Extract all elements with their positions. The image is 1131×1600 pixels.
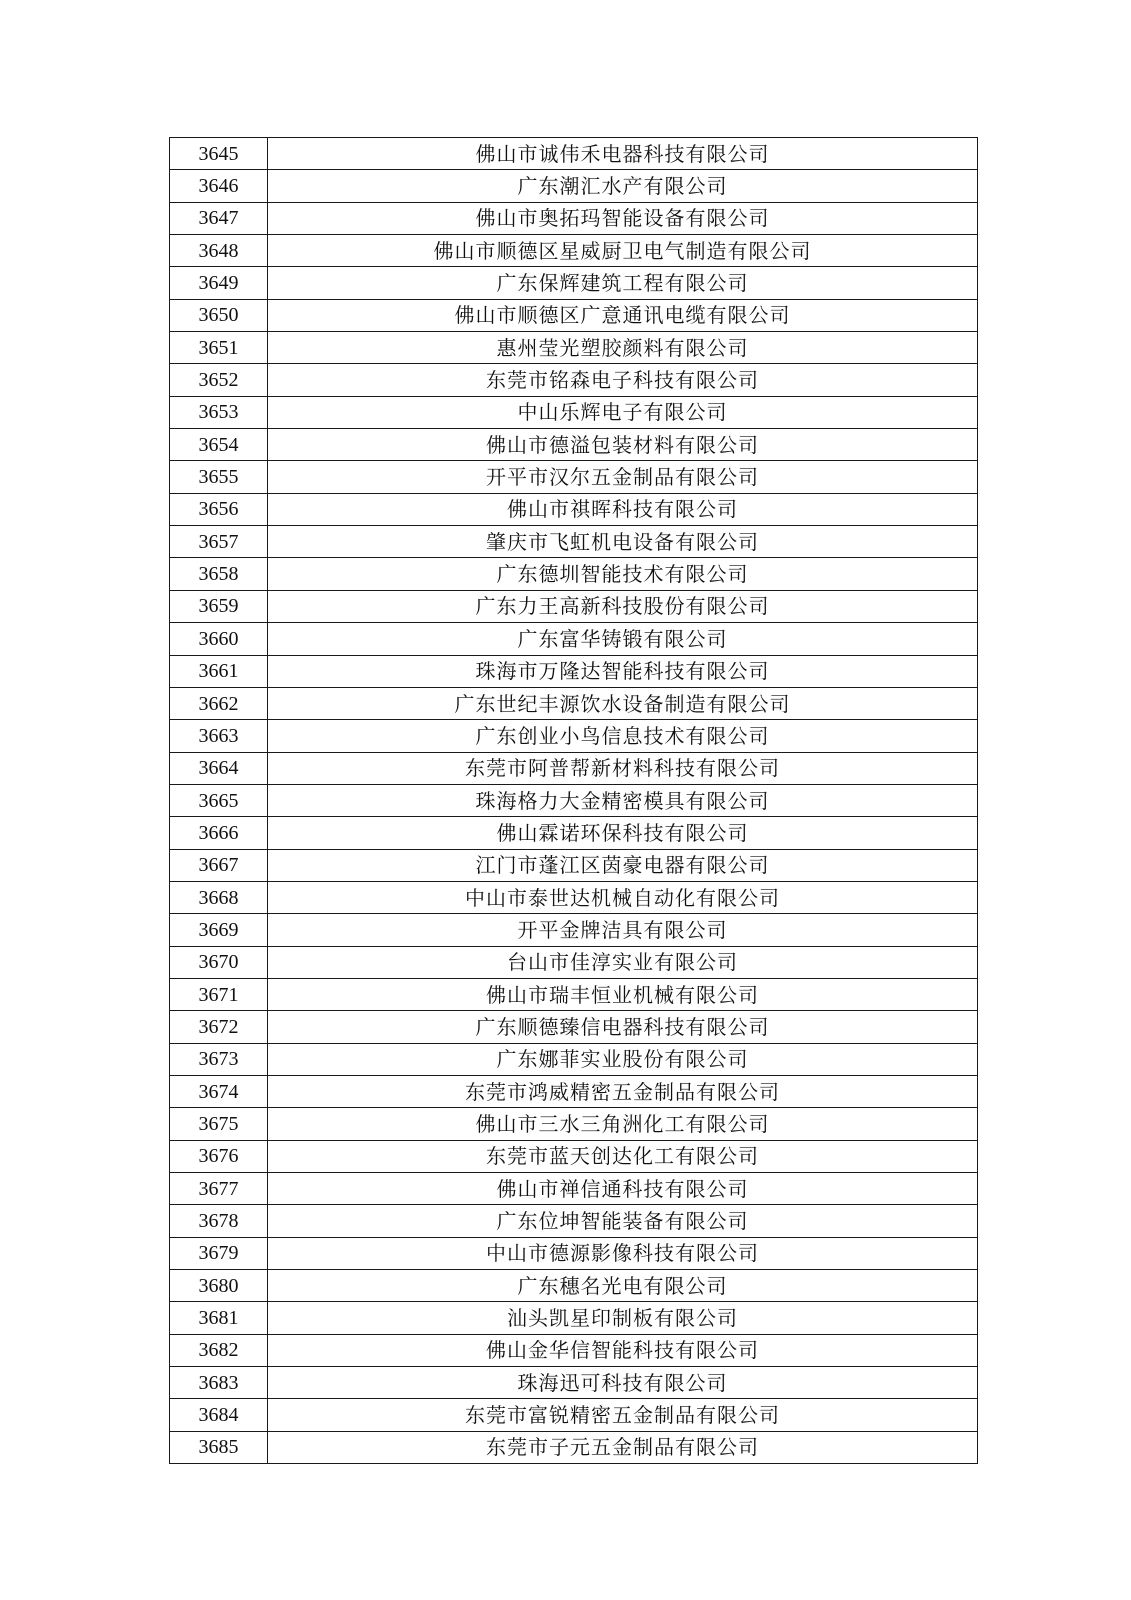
table-row [170,1140,978,1172]
table-row [170,817,978,849]
company-name-cell: 汕头凯星印制板有限公司 [268,1302,978,1334]
row-number-cell: 3658 [170,558,268,590]
company-name-cell: 佛山市瑞丰恒业机械有限公司 [268,978,978,1010]
row-number-cell: 3649 [170,267,268,299]
row-number-cell: 3671 [170,978,268,1010]
row-number-cell: 3683 [170,1367,268,1399]
row-number-cell: 3645 [170,138,268,170]
table-row [170,1075,978,1107]
row-number-cell: 3668 [170,881,268,913]
row-number-cell: 3655 [170,461,268,493]
table-row [170,202,978,234]
company-name-cell: 珠海格力大金精密模具有限公司 [268,784,978,816]
table-row [170,1270,978,1302]
table-row [170,364,978,396]
table-row [170,396,978,428]
table-row [170,590,978,622]
row-number-cell: 3666 [170,817,268,849]
company-name-cell: 佛山市诚伟禾电器科技有限公司 [268,138,978,170]
table-row [170,332,978,364]
table-row [170,1367,978,1399]
company-name-cell: 广东力王高新科技股份有限公司 [268,590,978,622]
table-row [170,1302,978,1334]
company-name-cell: 东莞市富锐精密五金制品有限公司 [268,1399,978,1431]
table-row [170,655,978,687]
company-name-cell: 中山市泰世达机械自动化有限公司 [268,881,978,913]
company-name-cell: 广东穗名光电有限公司 [268,1270,978,1302]
table-row [170,1399,978,1431]
table-row [170,784,978,816]
company-name-cell: 肇庆市飞虹机电设备有限公司 [268,526,978,558]
row-number-cell: 3669 [170,914,268,946]
company-name-cell: 佛山市奥拓玛智能设备有限公司 [268,202,978,234]
row-number-cell: 3664 [170,752,268,784]
row-number-cell: 3673 [170,1043,268,1075]
company-name-cell: 广东世纪丰源饮水设备制造有限公司 [268,687,978,719]
table-row [170,978,978,1010]
company-name-cell: 东莞市铭森电子科技有限公司 [268,364,978,396]
table-row [170,720,978,752]
company-name-cell: 广东保辉建筑工程有限公司 [268,267,978,299]
table-row [170,914,978,946]
table-row [170,687,978,719]
row-number-cell: 3657 [170,526,268,558]
company-name-cell: 佛山霖诺环保科技有限公司 [268,817,978,849]
row-number-cell: 3670 [170,946,268,978]
table-body [170,138,978,1464]
row-number-cell: 3672 [170,1011,268,1043]
row-number-cell: 3681 [170,1302,268,1334]
company-name-cell: 佛山市三水三角洲化工有限公司 [268,1108,978,1140]
row-number-cell: 3652 [170,364,268,396]
row-number-cell: 3659 [170,590,268,622]
company-name-cell: 惠州莹光塑胶颜料有限公司 [268,332,978,364]
company-name-cell: 珠海市万隆达智能科技有限公司 [268,655,978,687]
table-row [170,1108,978,1140]
table-row [170,946,978,978]
table-row [170,170,978,202]
row-number-cell: 3646 [170,170,268,202]
company-name-cell: 江门市蓬江区茵豪电器有限公司 [268,849,978,881]
row-number-cell: 3647 [170,202,268,234]
table-row [170,267,978,299]
company-name-cell: 广东富华铸锻有限公司 [268,623,978,655]
table-row [170,299,978,331]
table-row [170,558,978,590]
company-name-cell: 东莞市子元五金制品有限公司 [268,1431,978,1463]
table-row [170,235,978,267]
row-number-cell: 3684 [170,1399,268,1431]
row-number-cell: 3674 [170,1075,268,1107]
row-number-cell: 3676 [170,1140,268,1172]
table-row [170,1431,978,1463]
table-row [170,881,978,913]
company-name-cell: 东莞市阿普帮新材料科技有限公司 [268,752,978,784]
row-number-cell: 3682 [170,1334,268,1366]
company-list-table [169,137,978,1464]
row-number-cell: 3654 [170,429,268,461]
company-name-cell: 中山乐辉电子有限公司 [268,396,978,428]
table-row [170,429,978,461]
row-number-cell: 3653 [170,396,268,428]
company-name-cell: 广东位坤智能装备有限公司 [268,1205,978,1237]
row-number-cell: 3651 [170,332,268,364]
company-name-cell: 佛山市禅信通科技有限公司 [268,1173,978,1205]
row-number-cell: 3675 [170,1108,268,1140]
company-name-cell: 中山市德源影像科技有限公司 [268,1237,978,1269]
row-number-cell: 3656 [170,493,268,525]
row-number-cell: 3660 [170,623,268,655]
table-row [170,493,978,525]
company-name-cell: 珠海迅可科技有限公司 [268,1367,978,1399]
row-number-cell: 3661 [170,655,268,687]
table-row [170,849,978,881]
company-name-cell: 广东德圳智能技术有限公司 [268,558,978,590]
table-row [170,138,978,170]
table-row [170,1205,978,1237]
company-name-cell: 佛山市顺德区广意通讯电缆有限公司 [268,299,978,331]
row-number-cell: 3678 [170,1205,268,1237]
company-name-cell: 东莞市蓝天创达化工有限公司 [268,1140,978,1172]
table-row [170,1173,978,1205]
row-number-cell: 3648 [170,235,268,267]
company-name-cell: 佛山金华信智能科技有限公司 [268,1334,978,1366]
company-name-cell: 广东潮汇水产有限公司 [268,170,978,202]
company-name-cell: 开平金牌洁具有限公司 [268,914,978,946]
row-number-cell: 3650 [170,299,268,331]
row-number-cell: 3685 [170,1431,268,1463]
company-name-cell: 广东娜菲实业股份有限公司 [268,1043,978,1075]
row-number-cell: 3665 [170,784,268,816]
company-name-cell: 广东创业小鸟信息技术有限公司 [268,720,978,752]
table-row [170,1334,978,1366]
table-row [170,1011,978,1043]
table-row [170,623,978,655]
row-number-cell: 3677 [170,1173,268,1205]
company-name-cell: 东莞市鸿威精密五金制品有限公司 [268,1075,978,1107]
row-number-cell: 3663 [170,720,268,752]
table-row [170,461,978,493]
company-name-cell: 佛山市祺晖科技有限公司 [268,493,978,525]
company-name-cell: 台山市佳淳实业有限公司 [268,946,978,978]
row-number-cell: 3679 [170,1237,268,1269]
company-name-cell: 广东顺德臻信电器科技有限公司 [268,1011,978,1043]
row-number-cell: 3662 [170,687,268,719]
row-number-cell: 3667 [170,849,268,881]
table-row [170,526,978,558]
row-number-cell: 3680 [170,1270,268,1302]
company-name-cell: 佛山市德溢包装材料有限公司 [268,429,978,461]
table-row [170,752,978,784]
company-name-cell: 开平市汉尔五金制品有限公司 [268,461,978,493]
table-row [170,1237,978,1269]
company-name-cell: 佛山市顺德区星威厨卫电气制造有限公司 [268,235,978,267]
table-row [170,1043,978,1075]
